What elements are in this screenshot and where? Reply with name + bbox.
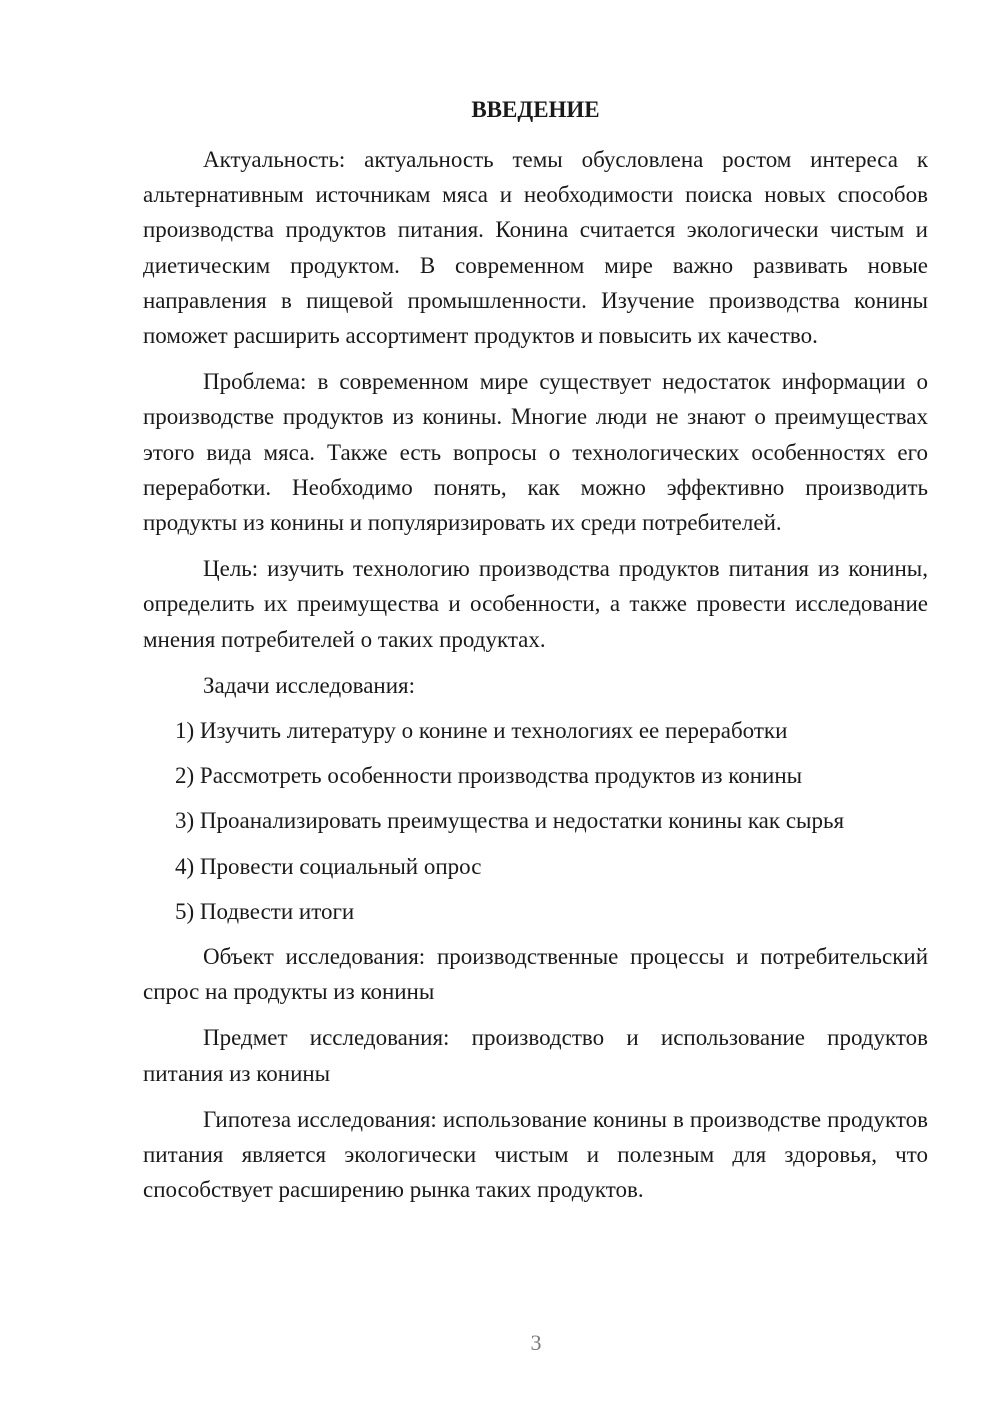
paragraph-problem: Проблема: в современном мире существует недостаток информации о производстве продуктов из конины. Многие люди не знают о преимуществах этого вида мяса. Также есть вопросы о технологических особенностях его переработки. Необходимо понять, как можно эффективно производить продукты из конины и популяризировать их среди потребителей.	[143, 369, 928, 536]
document-page	[143, 92, 928, 1218]
list-item: 5) Подвести итоги	[175, 898, 355, 924]
paragraph-object: Объект исследования: производственные процессы и потребительский спрос на продукты из конины	[143, 944, 928, 1005]
paragraph-hypothesis: Гипотеза исследования: использование конины в производстве продуктов питания является экологически чистым и полезным для здоровья, что способствует расширению рынка таких продуктов.	[143, 1106, 928, 1203]
tasks-heading: Задачи исследования:	[203, 672, 416, 698]
page-number: 3	[530, 1330, 542, 1355]
tasks-list	[143, 713, 928, 929]
page-title: ВВЕДЕНИЕ	[471, 97, 600, 122]
paragraph-subject: Предмет исследования: производство и использование продуктов питания из конины	[143, 1025, 928, 1086]
list-item: 2) Рассмотреть особенности производства продуктов из конины	[175, 763, 803, 789]
list-item: 1) Изучить литературу о конине и технологиях ее переработки	[175, 718, 788, 744]
list-item: 3) Проанализировать преимущества и недостатки конины как сырья	[175, 808, 845, 834]
list-item: 4) Провести социальный опрос	[175, 853, 482, 879]
paragraph-goal: Цель: изучить технологию производства продуктов питания из конины, определить их преимущества и особенности, а также провести исследование мнения потребителей о таких продуктах.	[143, 556, 928, 652]
paragraph-relevance: Актуальность: актуальность темы обусловлена ростом интереса к альтернативным источникам мяса и необходимости поиска новых способов производства продуктов питания. Конина считается экологически чистым и диетическим продуктом. В современном мире важно развивать новые направления в пищевой промышленности. Изучение производства конины поможет расширить ассортимент продуктов и повысить их качество.	[143, 147, 928, 349]
